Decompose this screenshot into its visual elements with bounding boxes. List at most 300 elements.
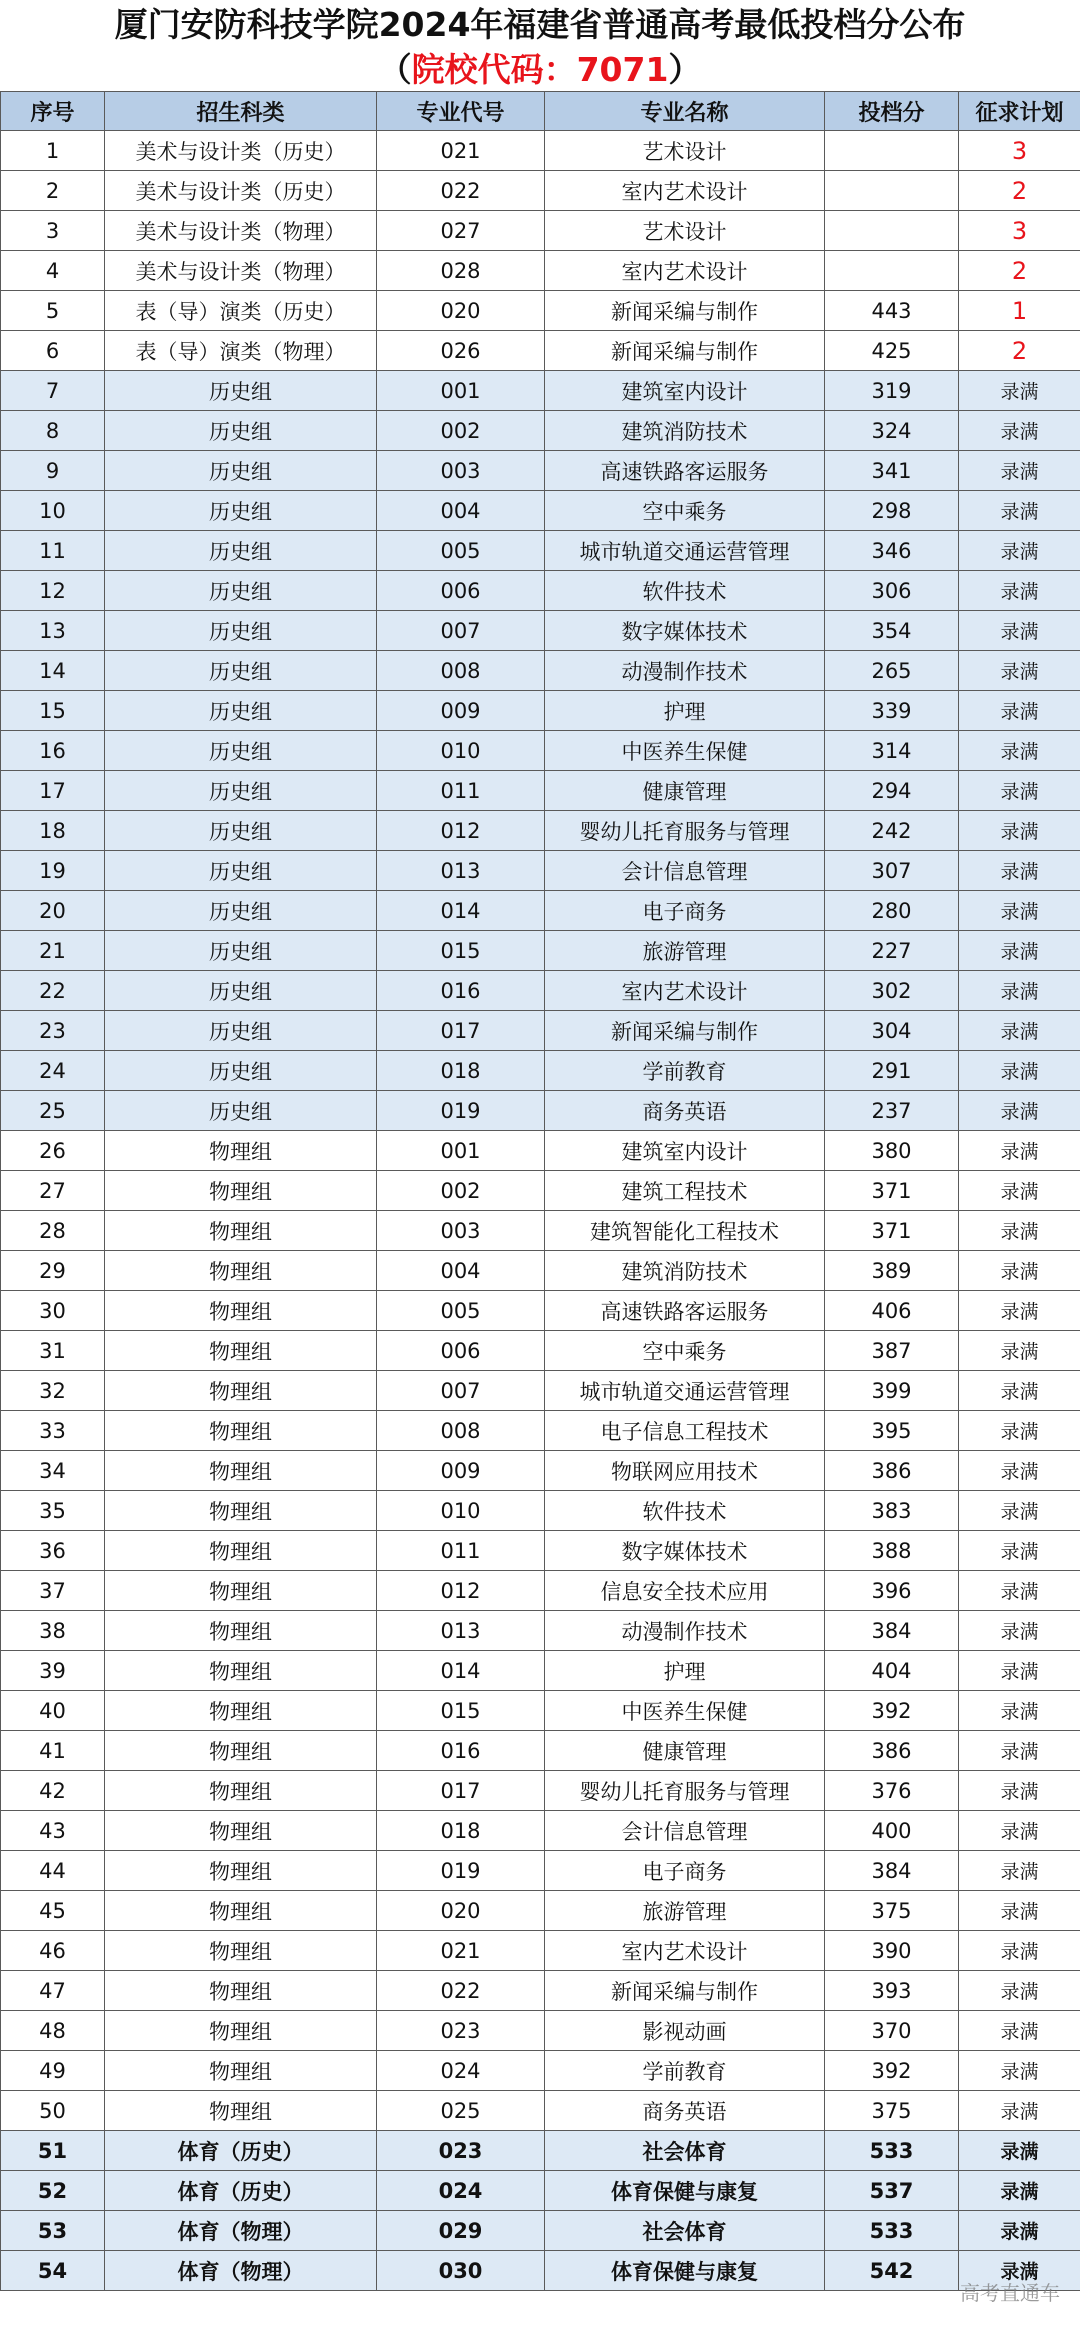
table-row <box>1 611 1080 651</box>
close-paren: ） <box>668 50 702 89</box>
row-plan: 录满 <box>959 1731 1080 1771</box>
row-plan: 录满 <box>959 1371 1080 1411</box>
row-major-name: 社会体育 <box>545 2211 825 2251</box>
row-score: 400 <box>825 1811 959 1851</box>
row-score: 375 <box>825 2091 959 2131</box>
table-row <box>1 571 1080 611</box>
row-category: 物理组 <box>105 2091 377 2131</box>
row-plan: 录满 <box>959 1771 1080 1811</box>
row-major-name: 中医养生保健 <box>545 731 825 771</box>
row-number: 13 <box>1 611 105 651</box>
table-row <box>1 411 1080 451</box>
row-major-name: 室内艺术设计 <box>545 971 825 1011</box>
row-plan: 录满 <box>959 1891 1080 1931</box>
row-number: 35 <box>1 1491 105 1531</box>
row-major-code: 021 <box>377 1931 545 1971</box>
row-score: 242 <box>825 811 959 851</box>
table-body <box>1 131 1080 2291</box>
table-row <box>1 531 1080 571</box>
row-number: 20 <box>1 891 105 931</box>
row-major-code: 024 <box>377 2171 545 2211</box>
table-row <box>1 2051 1080 2091</box>
table-row <box>1 1051 1080 1091</box>
row-category: 体育（历史） <box>105 2171 377 2211</box>
row-major-code: 003 <box>377 1211 545 1251</box>
header-major-code: 专业代号 <box>377 92 545 131</box>
table-row <box>1 1811 1080 1851</box>
row-number: 27 <box>1 1171 105 1211</box>
table-row <box>1 491 1080 531</box>
row-plan: 录满 <box>959 1051 1080 1091</box>
row-major-code: 006 <box>377 571 545 611</box>
row-score: 406 <box>825 1291 959 1331</box>
row-plan: 录满 <box>959 651 1080 691</box>
table-row <box>1 331 1080 371</box>
table-row <box>1 171 1080 211</box>
row-major-name: 信息安全技术应用 <box>545 1571 825 1611</box>
table-row <box>1 1651 1080 1691</box>
table-row <box>1 2251 1080 2291</box>
row-number: 12 <box>1 571 105 611</box>
row-major-name: 软件技术 <box>545 1491 825 1531</box>
row-plan: 录满 <box>959 1611 1080 1651</box>
table-row <box>1 771 1080 811</box>
table-row <box>1 1611 1080 1651</box>
row-category: 物理组 <box>105 1611 377 1651</box>
row-category: 美术与设计类（物理） <box>105 251 377 291</box>
row-score: 302 <box>825 971 959 1011</box>
row-category: 历史组 <box>105 811 377 851</box>
row-major-name: 电子商务 <box>545 891 825 931</box>
row-plan: 录满 <box>959 2171 1080 2211</box>
row-number: 48 <box>1 2011 105 2051</box>
row-major-code: 009 <box>377 691 545 731</box>
row-major-code: 016 <box>377 1731 545 1771</box>
row-number: 51 <box>1 2131 105 2171</box>
row-plan: 录满 <box>959 1451 1080 1491</box>
row-plan: 录满 <box>959 851 1080 891</box>
row-number: 25 <box>1 1091 105 1131</box>
row-plan: 录满 <box>959 611 1080 651</box>
table-row <box>1 651 1080 691</box>
row-major-name: 新闻采编与制作 <box>545 291 825 331</box>
row-major-code: 022 <box>377 1971 545 2011</box>
row-category: 物理组 <box>105 1331 377 1371</box>
table-row <box>1 371 1080 411</box>
row-score: 304 <box>825 1011 959 1051</box>
row-score: 291 <box>825 1051 959 1091</box>
table-row <box>1 131 1080 171</box>
row-major-name: 商务英语 <box>545 2091 825 2131</box>
row-major-code: 016 <box>377 971 545 1011</box>
table-row <box>1 2131 1080 2171</box>
row-number: 53 <box>1 2211 105 2251</box>
table-row <box>1 2171 1080 2211</box>
table-row <box>1 1491 1080 1531</box>
row-major-name: 艺术设计 <box>545 131 825 171</box>
row-plan: 2 <box>959 331 1080 371</box>
row-plan: 3 <box>959 131 1080 171</box>
row-major-name: 体育保健与康复 <box>545 2171 825 2211</box>
row-major-code: 014 <box>377 1651 545 1691</box>
row-plan: 录满 <box>959 891 1080 931</box>
row-score: 396 <box>825 1571 959 1611</box>
row-major-code: 019 <box>377 1851 545 1891</box>
table-row <box>1 291 1080 331</box>
row-score: 307 <box>825 851 959 891</box>
table-row <box>1 1731 1080 1771</box>
school-code-line <box>0 48 1080 91</box>
row-number: 46 <box>1 1931 105 1971</box>
row-plan: 录满 <box>959 2251 1080 2291</box>
row-score: 392 <box>825 1691 959 1731</box>
row-major-name: 婴幼儿托育服务与管理 <box>545 1771 825 1811</box>
table-row <box>1 1531 1080 1571</box>
row-major-name: 护理 <box>545 691 825 731</box>
row-major-name: 数字媒体技术 <box>545 1531 825 1571</box>
row-score: 280 <box>825 891 959 931</box>
row-category: 物理组 <box>105 1291 377 1331</box>
row-major-code: 002 <box>377 1171 545 1211</box>
row-major-code: 010 <box>377 1491 545 1531</box>
row-score: 376 <box>825 1771 959 1811</box>
row-number: 47 <box>1 1971 105 2011</box>
row-score: 371 <box>825 1211 959 1251</box>
row-major-name: 建筑室内设计 <box>545 1131 825 1171</box>
row-score: 383 <box>825 1491 959 1531</box>
row-number: 15 <box>1 691 105 731</box>
row-major-name: 会计信息管理 <box>545 851 825 891</box>
row-plan: 录满 <box>959 571 1080 611</box>
row-category: 历史组 <box>105 451 377 491</box>
row-major-name: 影视动画 <box>545 2011 825 2051</box>
header-score: 投档分 <box>825 92 959 131</box>
row-number: 32 <box>1 1371 105 1411</box>
row-category: 历史组 <box>105 531 377 571</box>
row-category: 物理组 <box>105 1371 377 1411</box>
table-row <box>1 891 1080 931</box>
row-plan: 录满 <box>959 1531 1080 1571</box>
row-score: 227 <box>825 931 959 971</box>
row-category: 物理组 <box>105 1251 377 1291</box>
row-major-code: 012 <box>377 1571 545 1611</box>
row-major-name: 电子信息工程技术 <box>545 1411 825 1451</box>
row-major-code: 004 <box>377 491 545 531</box>
row-plan: 录满 <box>959 1171 1080 1211</box>
row-score: 314 <box>825 731 959 771</box>
row-number: 28 <box>1 1211 105 1251</box>
row-category: 表（导）演类（物理） <box>105 331 377 371</box>
table-row <box>1 971 1080 1011</box>
row-category: 历史组 <box>105 691 377 731</box>
row-major-code: 019 <box>377 1091 545 1131</box>
row-number: 43 <box>1 1811 105 1851</box>
table-row <box>1 1171 1080 1211</box>
row-number: 39 <box>1 1651 105 1691</box>
row-score: 237 <box>825 1091 959 1131</box>
row-category: 物理组 <box>105 1531 377 1571</box>
row-number: 19 <box>1 851 105 891</box>
row-plan: 录满 <box>959 1251 1080 1291</box>
row-major-name: 电子商务 <box>545 1851 825 1891</box>
row-number: 9 <box>1 451 105 491</box>
table-row <box>1 1571 1080 1611</box>
row-major-code: 026 <box>377 331 545 371</box>
row-major-name: 动漫制作技术 <box>545 1611 825 1651</box>
row-major-name: 建筑消防技术 <box>545 411 825 451</box>
table-row <box>1 1971 1080 2011</box>
row-number: 24 <box>1 1051 105 1091</box>
row-plan: 录满 <box>959 1811 1080 1851</box>
table-row <box>1 451 1080 491</box>
row-number: 44 <box>1 1851 105 1891</box>
row-major-name: 新闻采编与制作 <box>545 1011 825 1051</box>
row-score: 384 <box>825 1851 959 1891</box>
row-plan: 录满 <box>959 1491 1080 1531</box>
row-major-name: 城市轨道交通运营管理 <box>545 1371 825 1411</box>
row-number: 49 <box>1 2051 105 2091</box>
row-category: 历史组 <box>105 491 377 531</box>
row-plan: 录满 <box>959 771 1080 811</box>
row-number: 22 <box>1 971 105 1011</box>
row-category: 物理组 <box>105 1971 377 2011</box>
row-major-name: 中医养生保健 <box>545 1691 825 1731</box>
row-plan: 录满 <box>959 971 1080 1011</box>
row-category: 历史组 <box>105 411 377 451</box>
row-plan: 录满 <box>959 931 1080 971</box>
table-row <box>1 1291 1080 1331</box>
row-category: 历史组 <box>105 971 377 1011</box>
row-major-name: 学前教育 <box>545 1051 825 1091</box>
row-number: 18 <box>1 811 105 851</box>
row-plan: 录满 <box>959 2091 1080 2131</box>
row-major-code: 002 <box>377 411 545 451</box>
row-number: 34 <box>1 1451 105 1491</box>
row-major-name: 室内艺术设计 <box>545 251 825 291</box>
row-score: 392 <box>825 2051 959 2091</box>
row-category: 历史组 <box>105 571 377 611</box>
row-major-name: 建筑智能化工程技术 <box>545 1211 825 1251</box>
row-major-code: 011 <box>377 771 545 811</box>
row-category: 历史组 <box>105 651 377 691</box>
row-major-name: 健康管理 <box>545 771 825 811</box>
row-major-name: 会计信息管理 <box>545 1811 825 1851</box>
row-score: 533 <box>825 2131 959 2171</box>
page-title: 厦门安防科技学院2024年福建省普通高考最低投档分公布 <box>114 5 966 44</box>
row-category: 历史组 <box>105 1051 377 1091</box>
row-plan: 录满 <box>959 731 1080 771</box>
row-category: 体育（历史） <box>105 2131 377 2171</box>
row-number: 37 <box>1 1571 105 1611</box>
row-major-name: 建筑消防技术 <box>545 1251 825 1291</box>
table-row <box>1 1891 1080 1931</box>
row-score <box>825 171 959 211</box>
table-row <box>1 1091 1080 1131</box>
row-major-name: 新闻采编与制作 <box>545 1971 825 2011</box>
row-major-code: 024 <box>377 2051 545 2091</box>
row-category: 历史组 <box>105 371 377 411</box>
table-row <box>1 1931 1080 1971</box>
row-number: 7 <box>1 371 105 411</box>
row-number: 4 <box>1 251 105 291</box>
row-category: 物理组 <box>105 2011 377 2051</box>
row-major-code: 013 <box>377 1611 545 1651</box>
row-category: 物理组 <box>105 2051 377 2091</box>
row-plan: 录满 <box>959 691 1080 731</box>
row-plan: 录满 <box>959 1091 1080 1131</box>
table-row <box>1 1691 1080 1731</box>
row-score: 393 <box>825 1971 959 2011</box>
row-score: 306 <box>825 571 959 611</box>
row-number: 31 <box>1 1331 105 1371</box>
row-major-name: 商务英语 <box>545 1091 825 1131</box>
row-major-name: 体育保健与康复 <box>545 2251 825 2291</box>
row-number: 6 <box>1 331 105 371</box>
row-number: 40 <box>1 1691 105 1731</box>
row-major-code: 005 <box>377 531 545 571</box>
row-number: 10 <box>1 491 105 531</box>
table-row <box>1 1211 1080 1251</box>
row-major-code: 006 <box>377 1331 545 1371</box>
row-score: 384 <box>825 1611 959 1651</box>
row-number: 21 <box>1 931 105 971</box>
row-plan: 录满 <box>959 1291 1080 1331</box>
row-major-code: 023 <box>377 2131 545 2171</box>
row-number: 42 <box>1 1771 105 1811</box>
row-score: 443 <box>825 291 959 331</box>
row-category: 物理组 <box>105 1131 377 1171</box>
row-score: 371 <box>825 1171 959 1211</box>
table-row <box>1 1451 1080 1491</box>
row-major-name: 学前教育 <box>545 2051 825 2091</box>
row-category: 物理组 <box>105 1851 377 1891</box>
row-category: 物理组 <box>105 1691 377 1731</box>
row-plan: 录满 <box>959 2011 1080 2051</box>
row-plan: 录满 <box>959 531 1080 571</box>
table-row <box>1 1371 1080 1411</box>
row-score: 339 <box>825 691 959 731</box>
row-category: 美术与设计类（历史） <box>105 171 377 211</box>
row-major-name: 室内艺术设计 <box>545 1931 825 1971</box>
row-plan: 录满 <box>959 2051 1080 2091</box>
row-number: 50 <box>1 2091 105 2131</box>
row-plan: 录满 <box>959 2131 1080 2171</box>
row-major-name: 空中乘务 <box>545 1331 825 1371</box>
table-header-row <box>1 92 1080 131</box>
row-number: 8 <box>1 411 105 451</box>
row-score <box>825 131 959 171</box>
row-major-name: 旅游管理 <box>545 1891 825 1931</box>
row-category: 历史组 <box>105 851 377 891</box>
row-major-code: 013 <box>377 851 545 891</box>
row-major-code: 007 <box>377 611 545 651</box>
row-major-name: 数字媒体技术 <box>545 611 825 651</box>
row-score: 298 <box>825 491 959 531</box>
row-major-code: 022 <box>377 171 545 211</box>
row-category: 历史组 <box>105 771 377 811</box>
row-number: 16 <box>1 731 105 771</box>
table-row <box>1 691 1080 731</box>
row-plan: 录满 <box>959 1331 1080 1371</box>
row-score: 375 <box>825 1891 959 1931</box>
row-plan: 录满 <box>959 1411 1080 1451</box>
header-major-name: 专业名称 <box>545 92 825 131</box>
row-major-code: 020 <box>377 291 545 331</box>
table-row <box>1 2091 1080 2131</box>
row-major-name: 城市轨道交通运营管理 <box>545 531 825 571</box>
row-score: 389 <box>825 1251 959 1291</box>
row-major-code: 018 <box>377 1051 545 1091</box>
row-plan: 录满 <box>959 1131 1080 1171</box>
row-major-code: 017 <box>377 1011 545 1051</box>
table-row <box>1 731 1080 771</box>
row-major-code: 001 <box>377 371 545 411</box>
row-major-code: 029 <box>377 2211 545 2251</box>
school-code: 院校代码：7071 <box>411 50 669 89</box>
row-major-code: 003 <box>377 451 545 491</box>
row-major-name: 动漫制作技术 <box>545 651 825 691</box>
row-score: 380 <box>825 1131 959 1171</box>
row-score: 542 <box>825 2251 959 2291</box>
row-major-code: 011 <box>377 1531 545 1571</box>
open-paren: （ <box>378 50 412 89</box>
table-row <box>1 1131 1080 1171</box>
row-score: 386 <box>825 1451 959 1491</box>
row-category: 历史组 <box>105 1091 377 1131</box>
row-category: 物理组 <box>105 1451 377 1491</box>
row-major-code: 023 <box>377 2011 545 2051</box>
row-number: 52 <box>1 2171 105 2211</box>
row-number: 38 <box>1 1611 105 1651</box>
row-number: 36 <box>1 1531 105 1571</box>
row-score: 346 <box>825 531 959 571</box>
row-major-code: 017 <box>377 1771 545 1811</box>
table-row <box>1 1251 1080 1291</box>
row-number: 2 <box>1 171 105 211</box>
row-plan: 录满 <box>959 451 1080 491</box>
row-category: 物理组 <box>105 1811 377 1851</box>
row-category: 物理组 <box>105 1731 377 1771</box>
row-major-name: 高速铁路客运服务 <box>545 1291 825 1331</box>
row-number: 30 <box>1 1291 105 1331</box>
table-row <box>1 1331 1080 1371</box>
row-score: 265 <box>825 651 959 691</box>
row-score: 388 <box>825 1531 959 1571</box>
row-major-code: 028 <box>377 251 545 291</box>
row-category: 物理组 <box>105 1411 377 1451</box>
row-major-code: 001 <box>377 1131 545 1171</box>
row-plan: 录满 <box>959 1211 1080 1251</box>
row-major-name: 社会体育 <box>545 2131 825 2171</box>
row-category: 物理组 <box>105 1771 377 1811</box>
row-category: 体育（物理） <box>105 2251 377 2291</box>
table-row <box>1 2011 1080 2051</box>
table-row <box>1 211 1080 251</box>
row-major-name: 空中乘务 <box>545 491 825 531</box>
row-score: 370 <box>825 2011 959 2051</box>
table-row <box>1 1011 1080 1051</box>
row-major-code: 025 <box>377 2091 545 2131</box>
row-score: 404 <box>825 1651 959 1691</box>
row-plan: 录满 <box>959 1971 1080 2011</box>
row-category: 物理组 <box>105 1651 377 1691</box>
row-category: 美术与设计类（历史） <box>105 131 377 171</box>
row-score <box>825 211 959 251</box>
row-category: 历史组 <box>105 1011 377 1051</box>
admission-score-table <box>0 91 1080 2291</box>
row-major-name: 艺术设计 <box>545 211 825 251</box>
row-category: 历史组 <box>105 931 377 971</box>
